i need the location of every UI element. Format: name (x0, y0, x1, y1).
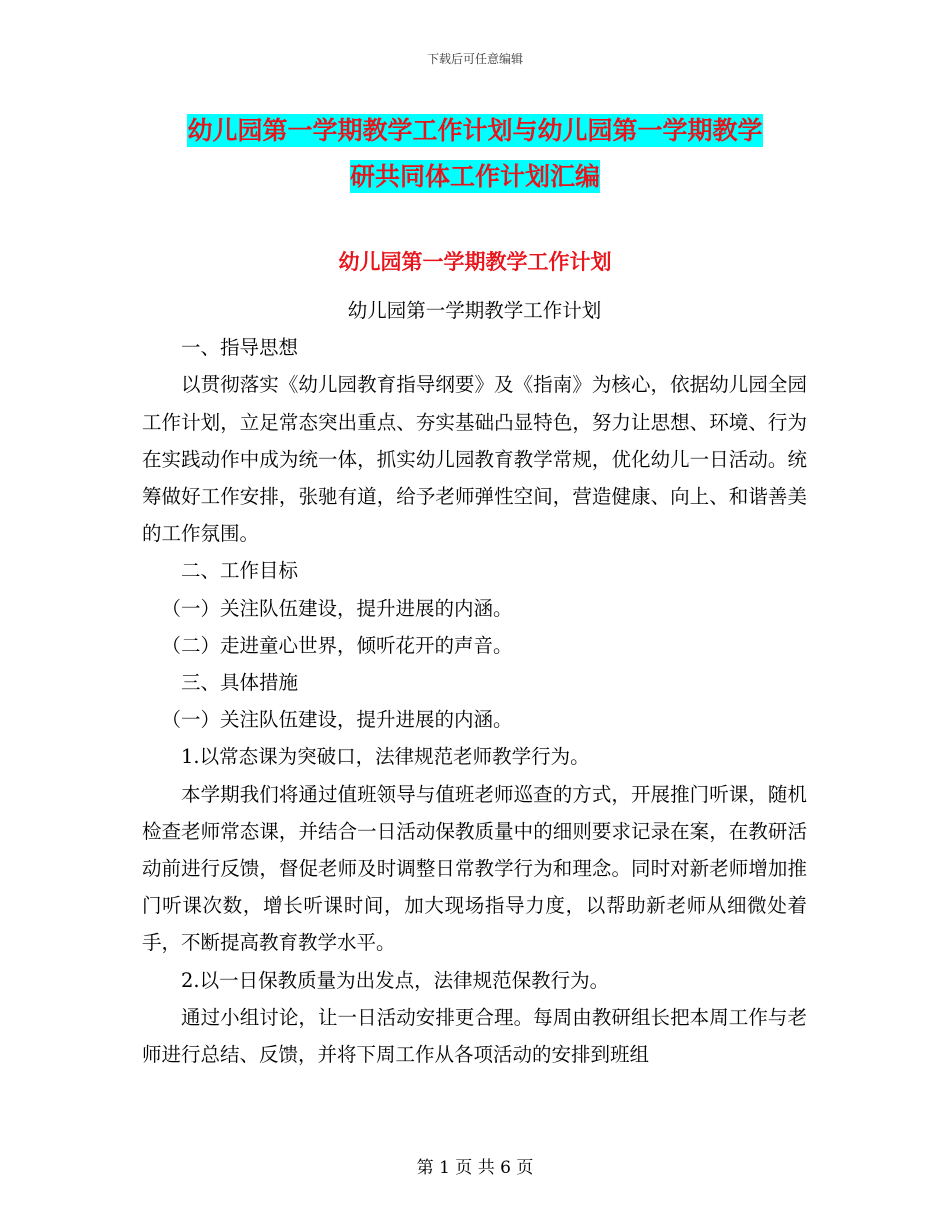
page-footer: 第 1 页 共 6 页 (416, 1158, 534, 1178)
heading-measures: 三、具体措施 (181, 671, 299, 695)
title-line-1: 幼儿园第一学期教学工作计划与幼儿园第一学期教学 (187, 116, 763, 145)
section-title: 幼儿园第一学期教学工作计划 (338, 250, 612, 274)
measure-item: （一）关注队伍建设，提升进展的内涵。 (161, 708, 513, 732)
paragraph: 通过小组讨论，让一日活动安排更合理。每周由教研组长把本周工作与老师进行总结、反馈，并将下周工作从各项活动的安排到班组 (142, 1005, 807, 1067)
subtitle: 幼儿园第一学期教学工作计划 (347, 299, 602, 322)
measure-subitem: 2.以一日保教质量为出发点，法律规范保教行为。 (181, 968, 610, 992)
paragraph: 以贯彻落实《幼儿园教育指导纲要》及《指南》为核心，依据幼儿园全园工作计划，立足常态突出重点、夯实基础凸显特色，努力让思想、环境、行为在实践动作中成为统一体，抓实幼儿园教育教学常规，优化幼儿一日活动。统筹做好工作安排，张驰有道，给予老师弹性空间，营造健康、向上、和谐善美的工作氛围。 (142, 373, 807, 546)
goal-item: （一）关注队伍建设，提升进展的内涵。 (161, 596, 513, 620)
document-title (0, 108, 950, 200)
heading-guiding-thought: 一、指导思想 (181, 336, 299, 360)
measure-subitem: 1.以常态课为突破口，法律规范老师教学行为。 (181, 745, 590, 769)
title-line-2: 研共同体工作计划汇编 (349, 162, 600, 191)
document-body (142, 292, 807, 1073)
header-note: 下载后可任意编辑 (426, 52, 523, 66)
heading-work-goals: 二、工作目标 (181, 559, 299, 583)
paragraph: 本学期我们将通过值班领导与值班老师巡查的方式，开展推门听课，随机检查老师常态课，并结合一日活动保教质量中的细则要求记录在案，在教研活动前进行反馈，督促老师及时调整日常教学行为和理念。同时对新老师增加推门听课次数，增长听课时间，加大现场指导力度，以帮助新老师从细微处着手，不断提高教育教学水平。 (142, 782, 807, 955)
goal-item: （二）走进童心世界，倾听花开的声音。 (161, 633, 513, 657)
